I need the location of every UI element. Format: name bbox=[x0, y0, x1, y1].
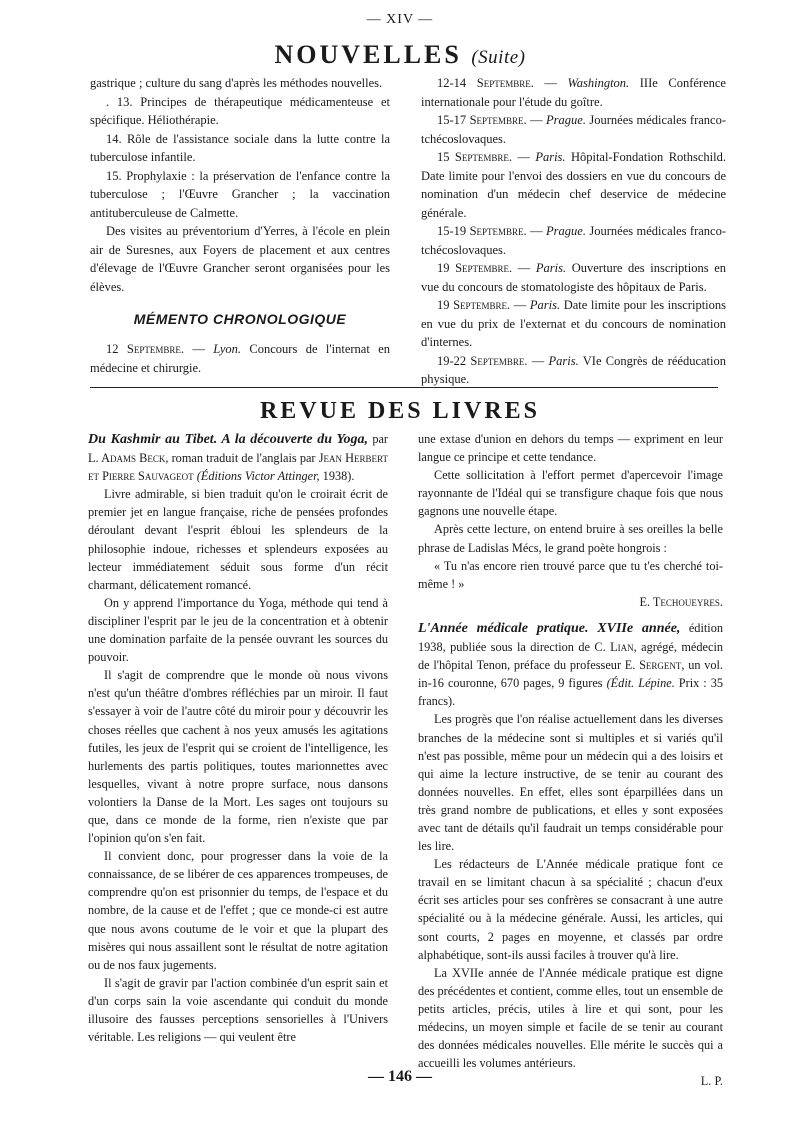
calendar-entry-text: Journées médicales franco-tchécoslovaques. bbox=[421, 224, 727, 257]
book1-paragraph: On y apprend l'importance du Yoga, méthode qui tend à discipliner l'esprit par le jeu de la concentration et à obtenir une domination parfaite de la pensée ouvrant les sources du pouvoir. bbox=[88, 595, 388, 665]
book1-continued-paragraph: une extase d'union en dehors du temps — expriment en leur langue ce principe et cette tendance. bbox=[418, 432, 723, 465]
calendar-entry-city: Prague. bbox=[546, 113, 586, 127]
calendar-entry-city: Paris. bbox=[529, 298, 561, 312]
calendar-entry-date: 19-22 Septembre. bbox=[437, 353, 528, 368]
section-title-suite: (Suite) bbox=[471, 47, 526, 68]
memento-entry-text: Concours de l'internat en médecine et chirurgie. bbox=[90, 342, 390, 375]
calendar-entry-text: VIe Congrès de rééducation physique. bbox=[421, 353, 726, 386]
calendar-entry: 15-17 Septembre. — Prague. Journées médicales franco-tchécoslovaques. bbox=[421, 113, 727, 146]
memento-entry-city: Lyon. bbox=[213, 342, 242, 356]
book1-title: Du Kashmir au Tibet. A la découverte du Yoga, bbox=[88, 432, 368, 447]
calendar-entry-date: 12-14 Septembre. bbox=[437, 76, 534, 90]
calendar-entry-date: 19 Septembre. bbox=[437, 261, 513, 275]
book2-paragraph: Les rédacteurs de L'Année médicale pratique font ce travail en se limitant chacun à sa spécialité ; chacun d'eux écrit ses articles pour ses confrères se consacrant à une autre spécialité ou à la médecine générale. Aussi, les articles, qui sont courts, 2 pages en moyenne, et classés par ordre alphabétique, sont-ils aussi faciles à trouver qu'à lire. bbox=[418, 857, 723, 962]
section-title bbox=[0, 40, 800, 70]
book1-year: 1938). bbox=[322, 469, 355, 484]
calendar-entry: 15-19 Septembre. — Prague. Journées médicales franco-tchécoslovaques. bbox=[421, 224, 727, 257]
program-item-15: 15. Prophylaxie : la préservation de l'enfance contre la tuberculose ; l'Œuvre Grancher ; la vaccination antituberculeuse de Calmette. bbox=[90, 168, 390, 220]
book2-details: édition 1938, publiée sous la direction de bbox=[418, 620, 723, 655]
calendar-entry-date: 15-19 Septembre. bbox=[437, 224, 527, 238]
revue-right-column bbox=[418, 430, 723, 1090]
book1-signature: E. Techoueyres. bbox=[639, 594, 723, 609]
book1-paragraph: Il s'agit de gravir par l'action combinée d'un esprit sain et d'un corps sain la voie ascendante qui conduit du monde illusoire des fausses perceptions sensorielles à l'Univers véritable. Les religions — qui veulent être bbox=[88, 975, 388, 1045]
book2-prefacer: E. Sergent, bbox=[624, 658, 685, 673]
calendar-entry-text: Hôpital-Fondation Rothschild. Date limite pour l'envoi des dossiers en vue du concours de nomination d'un médecin chef deservice de médecine générale. bbox=[421, 150, 726, 220]
calendar-entry: 19 Septembre. — Paris. Date limite pour les inscriptions en vue du prix de l'externat et du concours de nomination d'internes. bbox=[421, 298, 727, 349]
book2-details-2: agrégé, médecin de l'hôpital Tenon, préface du professeur bbox=[418, 640, 724, 673]
calendar-entry-city: Prague. bbox=[546, 224, 586, 238]
book2-signature: L. P. bbox=[700, 1074, 723, 1089]
book2-details-3: un vol. in-16 couronne, 670 pages, 9 figures bbox=[418, 658, 723, 691]
book1-continued-paragraph: Cette sollicitation à l'effort permet d'apercevoir l'image rayonnante de l'Idéal qui se transfigure chaque fois que nous gagnons une nouvelle étape. bbox=[418, 468, 723, 519]
book1-signature-row bbox=[418, 593, 723, 611]
book2-header bbox=[418, 619, 723, 710]
program-item-14: 14. Rôle de l'assistance sociale dans la lutte contre la tuberculose infantile. bbox=[90, 131, 390, 164]
book1-author: L. Adams Beck, bbox=[88, 451, 169, 466]
calendar-entry: 19-22 Septembre. — Paris. VIe Congrès de rééducation physique. bbox=[421, 353, 726, 386]
nouvelles-right-column bbox=[421, 74, 726, 389]
book1-translators: Jean Herbert et Pierre Sauvageot bbox=[88, 451, 388, 484]
book1-quote: « Tu n'as encore rien trouvé parce que tu t'es cherché toi-même ! » bbox=[418, 558, 723, 591]
calendar-entry: 15 Septembre. — Paris. Hôpital-Fondation Rothschild. Date limite pour l'envoi des dossiers en vue du concours de nomination d'un médecin chef deservice de médecine générale. bbox=[421, 150, 726, 220]
nouvelles-continued-text: gastrique ; culture du sang d'après les méthodes nouvelles. bbox=[90, 76, 383, 90]
section-title-text: NOUVELLES bbox=[274, 40, 462, 69]
book1-continued-paragraph: Après cette lecture, on entend bruire à ses oreilles la belle phrase de Ladislas Mécs, le grand poète hongrois : bbox=[418, 522, 723, 555]
program-item-13: . 13. Principes de thérapeutique médicamenteuse et spécifique. Héliothérapie. bbox=[90, 94, 390, 127]
calendar-entry-city: Paris. bbox=[535, 261, 567, 275]
book1-paragraph: Il s'agit de comprendre que le monde où nous vivons n'est qu'un théâtre d'ombres réfléchies par un miroir. Il faut s'essayer à voir de l'autre côté du miroir pour y découvrir les choses réelles que cachent à nos yeux amusés les agitations futiles, les jeux de l'esprit qui se croient de l'intelligence, les hurlements des partis politiques, toutes marionnettes avec lesquelles, vivant à notre propre surface, nous dansons volontiers la Danse de la Mort. Les sages ont toujours su que, dans ce monde de la forme, rien n'existe que par l'opinion qu'on s'en fait. bbox=[88, 668, 388, 846]
calendar-entry-text: Journées médicales franco-tchécoslovaques. bbox=[421, 113, 727, 146]
memento-entry: 12 Septembre. — Lyon. Concours de l'internat en médecine et chirurgie. bbox=[90, 342, 390, 375]
book1-by: par bbox=[372, 432, 389, 446]
calendar-entry-city: Paris. bbox=[548, 353, 579, 368]
calendar-entry-date: 19 Septembre. bbox=[437, 298, 511, 312]
visites-paragraph: Des visites au préventorium d'Yerres, à l'école en plein air de Suresnes, aux Foyers de placement et aux centres d'élevage de l'Œuvre Grancher seront organisées pour les élèves. bbox=[90, 224, 390, 294]
revue-des-livres-title: REVUE DES LIVRES bbox=[259, 398, 541, 424]
page-number: — 146 — bbox=[368, 1068, 432, 1085]
calendar-entry-text: IIIe Conférence internationale pour l'étude du goître. bbox=[421, 76, 726, 109]
book2-paragraph: La XVIIe année de l'Année médicale pratique est digne des précédentes et contient, comme elles, tout un ensemble de petits articles, précis, utiles à lire et qui sont, pour les médecins, un moyen simple et facile de se tenir au courant des données médicales nouvelles. Elle mérite le succès qui a accueilli les volumes antérieurs. bbox=[418, 965, 723, 1071]
book1-details: roman traduit de l'anglais par bbox=[171, 451, 316, 466]
calendar-entry: 19 Septembre. — Paris. Ouverture des inscriptions en vue du concours de stomatologiste des hôpitaux de Paris. bbox=[421, 261, 727, 294]
calendar-entry-date: 15-17 Septembre. bbox=[437, 113, 527, 127]
nouvelles-left-column bbox=[90, 74, 390, 377]
memento-entry-date: 12 Septembre. bbox=[106, 342, 184, 356]
page-roman-numeral: — XIV — bbox=[366, 12, 434, 27]
calendar-entry-text: Date limite pour les inscriptions en vue du prix de l'externat et du concours de nomination d'internes. bbox=[421, 298, 727, 349]
book1-header bbox=[88, 430, 388, 485]
book2-publisher: (Édit. Lépine. bbox=[606, 676, 675, 691]
book1-publisher: (Éditions Victor Attinger, bbox=[196, 469, 320, 484]
book1-paragraph: Livre admirable, si bien traduit qu'on le croirait écrit de premier jet en langue française, riche de pensées profondes déroulant devant l'esprit ébloui les splendeurs de la philosophie indoue, richesses et splendeurs exposées au lecteur immédiatement séduit sous forme d'un récit charmant, délicatement romancé. bbox=[88, 487, 388, 592]
calendar-entry-city: Washington. bbox=[567, 76, 630, 90]
section-divider bbox=[90, 387, 718, 388]
calendar-entry-text: Ouverture des inscriptions en vue du concours de stomatologiste des hôpitaux de Paris. bbox=[421, 261, 727, 294]
calendar-entry-date: 15 Septembre. bbox=[437, 150, 512, 164]
calendar-entry: 12-14 Septembre. — Washington. IIIe Conférence internationale pour l'étude du goître. bbox=[421, 76, 726, 109]
book2-title: L'Année médicale pratique. XVIIe année, bbox=[418, 620, 681, 636]
book1-paragraph: Il convient donc, pour progresser dans la voie de la connaissance, de se libérer de ces apparences trompeuses, de comprendre qu'on est prisonnier du temps, de l'espace et du nombre, de la cause et de l'effet ; que ce monde-ci est autre que nous avons coutume de le voir et que la plupart des misères qui nous assaillent sont le résultat de notre agitation ou de nos faux jugements. bbox=[88, 849, 388, 972]
revue-left-column bbox=[88, 430, 388, 1046]
book2-director: C. Lian, bbox=[594, 640, 637, 655]
memento-title: MÉMENTO CHRONOLOGIQUE bbox=[133, 311, 347, 327]
book2-price: Prix : 35 francs). bbox=[418, 676, 723, 709]
calendar-entry-city: Paris. bbox=[535, 150, 566, 164]
book2-paragraph: Les progrès que l'on réalise actuellement dans les diverses branches de la médecine sont si multiples et si variés qu'il n'est pas possible, même pour un médecin qui a des loisirs et qui aime la lecture instructive, de se tenir au courant des données nouvelles. En effet, elles sont éparpillées dans un très grand nombre de publications, et elles y sont exposées avec tant de détails qu'il faudrait un temps considérable pour les lire. bbox=[418, 712, 723, 854]
